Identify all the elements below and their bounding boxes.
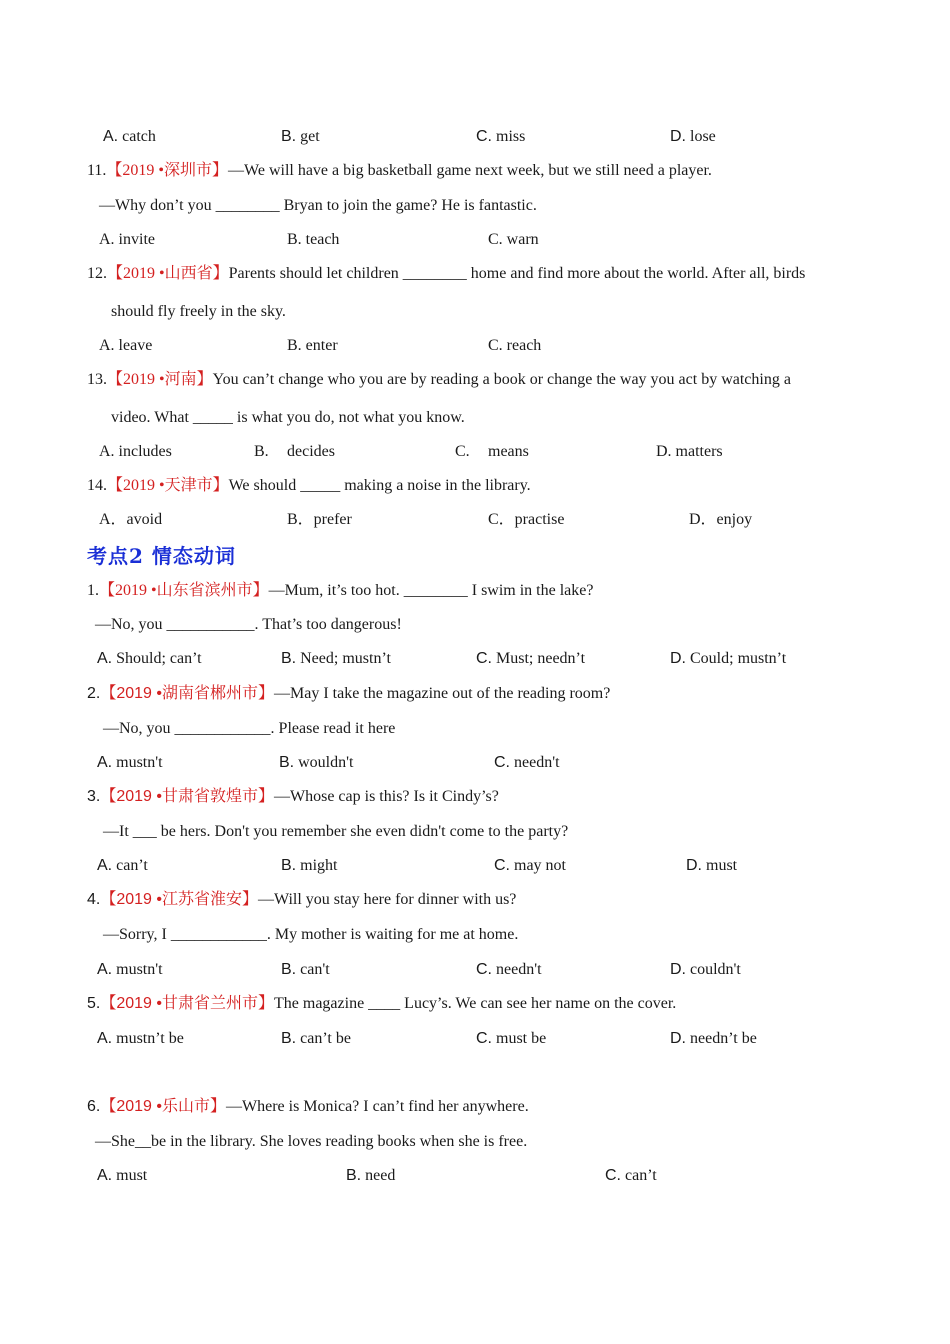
option-a: A. mustn’t be xyxy=(97,1030,184,1047)
option-b: B. can’t be xyxy=(281,1030,351,1047)
source-tag: 【2019 •河南】 xyxy=(107,371,213,388)
option-b-letter: B. xyxy=(254,443,269,460)
option-d: D．enjoy xyxy=(689,511,753,528)
question-12: 12.【2019 •山西省】Parents should let children ________ home and find more about the world. After all, birds xyxy=(87,265,806,282)
source-tag: 【2019 •山西省】 xyxy=(107,265,229,282)
section-heading: 考点2 情态动词 xyxy=(87,544,236,568)
option-a: A. can’t xyxy=(97,857,148,874)
question-12-line2: should fly freely in the sky. xyxy=(111,303,286,320)
option-a: A. includes xyxy=(99,443,172,460)
option-d: D. lose xyxy=(670,128,716,145)
option-c: C．practise xyxy=(488,511,565,528)
option-a: A．avoid xyxy=(99,511,163,528)
option-b: B. wouldn't xyxy=(279,754,354,771)
source-tag: 【2019 •江苏省淮安】 xyxy=(100,891,258,908)
option-c: C. must be xyxy=(476,1030,547,1047)
option-d: D. matters xyxy=(656,443,723,460)
option-c: C. warn xyxy=(488,231,539,248)
question-13-line2: video. What _____ is what you do, not what you know. xyxy=(111,409,465,426)
option-b: B. get xyxy=(281,128,320,145)
question-3-line2: —It ___ be hers. Don't you remember she even didn't come to the party? xyxy=(103,823,569,840)
option-d: D. must xyxy=(686,857,738,874)
option-a: A. mustn't xyxy=(97,961,163,978)
option-b: B. might xyxy=(281,857,338,874)
question-14: 14.【2019 •天津市】We should _____ making a noise in the library. xyxy=(87,477,531,494)
question-2-line2: —No, you ____________. Please read it here xyxy=(103,720,396,737)
question-3: 3.【2019 •甘肃省敦煌市】—Whose cap is this? Is it Cindy’s? xyxy=(87,788,499,805)
source-tag: 【2019 •乐山市】 xyxy=(100,1098,226,1115)
option-c: C. needn't xyxy=(494,754,560,771)
question-11: 11.【2019 •深圳市】—We will have a big basketball game next week, but we still need a player. xyxy=(87,162,712,179)
option-c: C. may not xyxy=(494,857,566,874)
source-tag: 【2019 •甘肃省兰州市】 xyxy=(100,995,274,1012)
option-c: means xyxy=(488,443,529,460)
source-tag: 【2019 •深圳市】 xyxy=(106,162,229,179)
option-d: D. needn’t be xyxy=(670,1030,757,1047)
option-a: A. Should; can’t xyxy=(97,650,202,667)
question-2: 2.【2019 •湖南省郴州市】—May I take the magazine out of the reading room? xyxy=(87,685,611,702)
question-6-line2: —She__be in the library. She loves reading books when she is free. xyxy=(95,1133,528,1150)
option-a: A. catch xyxy=(103,128,156,145)
question-1-line2: —No, you ___________. That’s too dangerous! xyxy=(95,616,402,633)
option-c-letter: C. xyxy=(455,443,470,460)
option-b: decides xyxy=(287,443,335,460)
question-5: 5.【2019 •甘肃省兰州市】The magazine ____ Lucy’s. We can see her name on the cover. xyxy=(87,995,677,1012)
question-11-line2: —Why don’t you ________ Bryan to join the game? He is fantastic. xyxy=(99,197,537,214)
option-a: A. must xyxy=(97,1167,148,1184)
option-c: C. Must; needn’t xyxy=(476,650,586,667)
question-6: 6.【2019 •乐山市】—Where is Monica? I can’t find her anywhere. xyxy=(87,1098,529,1115)
option-c: C. needn't xyxy=(476,961,542,978)
source-tag: 【2019 •湖南省郴州市】 xyxy=(100,685,274,702)
option-c: C. can’t xyxy=(605,1167,657,1184)
option-b: B．prefer xyxy=(287,511,352,528)
option-b: B. can't xyxy=(281,961,330,978)
option-d: D. couldn't xyxy=(670,961,741,978)
option-a: A. leave xyxy=(99,337,153,354)
option-b: B. enter xyxy=(287,337,338,354)
source-tag: 【2019 •天津市】 xyxy=(107,477,229,494)
question-13: 13.【2019 •河南】You can’t change who you are by reading a book or change the way you act by watching a xyxy=(87,371,791,388)
option-b: B. teach xyxy=(287,231,340,248)
option-b: B. Need; mustn’t xyxy=(281,650,391,667)
option-a: A. invite xyxy=(99,231,155,248)
source-tag: 【2019 •甘肃省敦煌市】 xyxy=(100,788,274,805)
option-c: C. reach xyxy=(488,337,542,354)
option-a: A. mustn't xyxy=(97,754,163,771)
source-tag: 【2019 •山东省滨州市】 xyxy=(99,582,269,599)
option-d: D. Could; mustn’t xyxy=(670,650,787,667)
question-1: 1.【2019 •山东省滨州市】—Mum, it’s too hot. ________ I swim in the lake? xyxy=(87,582,594,599)
option-c: C. miss xyxy=(476,128,526,145)
option-b: B. need xyxy=(346,1167,396,1184)
question-4-line2: —Sorry, I ____________. My mother is waiting for me at home. xyxy=(103,926,519,943)
question-4: 4.【2019 •江苏省淮安】—Will you stay here for dinner with us? xyxy=(87,891,517,908)
